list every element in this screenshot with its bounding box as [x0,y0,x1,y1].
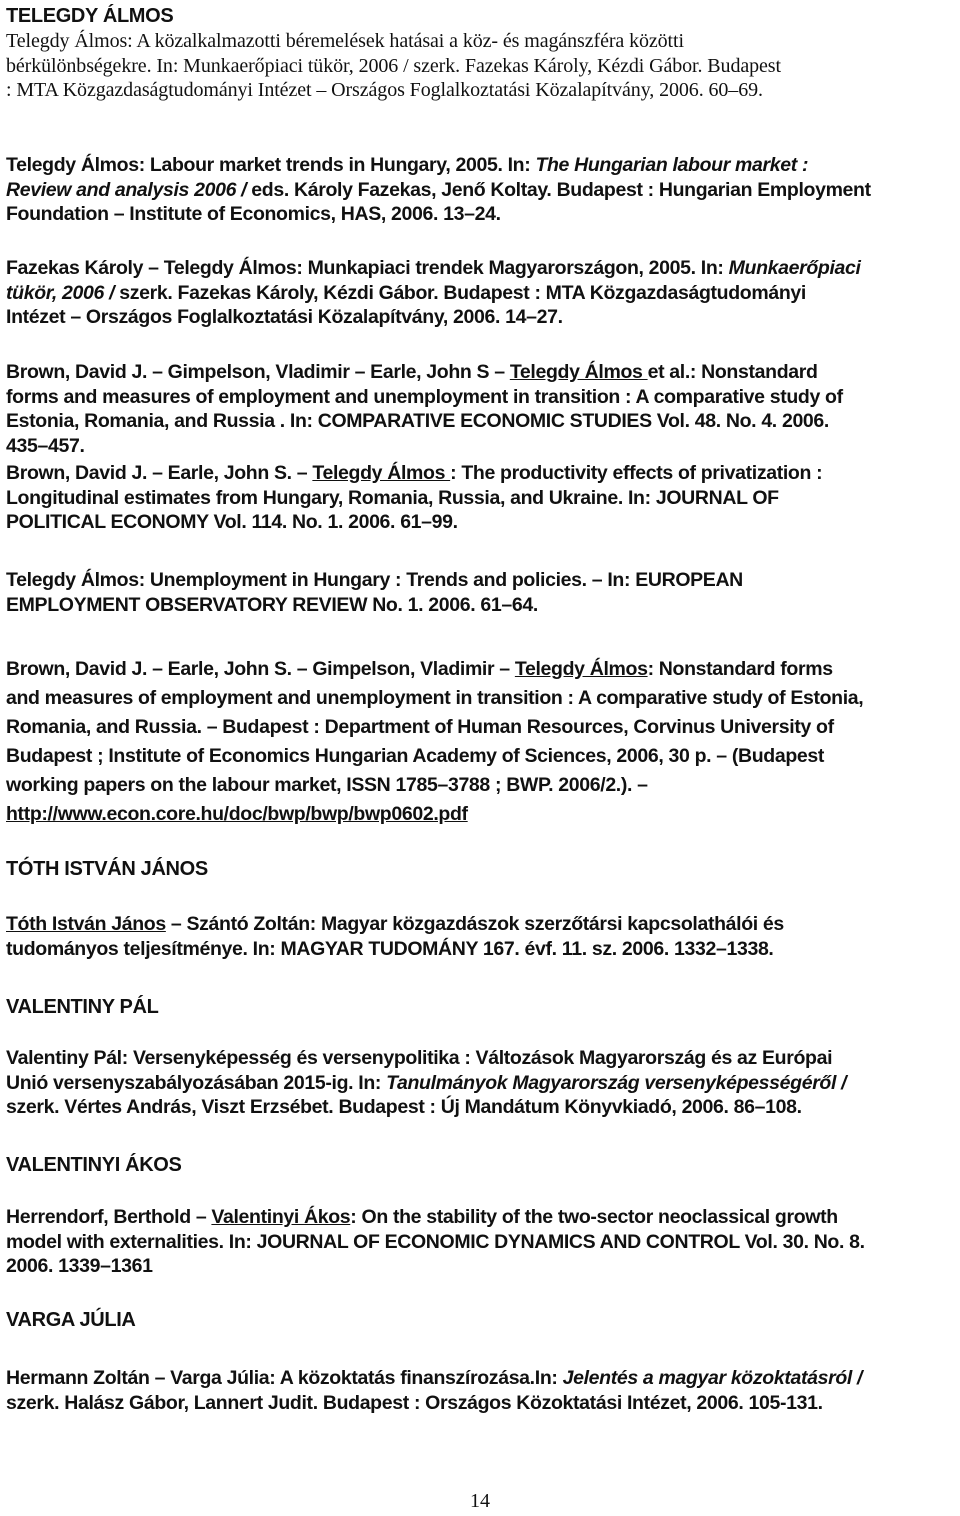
section-heading-telegdy: TELEGDY ÁLMOS [6,5,174,27]
entry-telegdy-4: Brown, David J. – Gimpelson, Vladimir – Earle, John S – Telegdy Álmos et al.: Nonstandard forms and measures of employment and unemployment in transition : A comparative study of Estonia, Romania, and Russia . In: COMPARATIVE ECONOMIC STUDIES Vol. 48. No. 4. 2006. 435–457. [6,361,843,457]
section-heading-toth: TÓTH ISTVÁN JÁNOS [6,858,208,880]
entry-telegdy-2: Telegdy Álmos: Labour market trends in Hungary, 2005. In: The Hungarian labour market : Review and analysis 2006 / eds. Károly Fazekas, Jenő Koltay. Budapest : Hungarian Employment Foundation – Institute of Economics, HAS, 2006. 13–24. [6,154,871,225]
entry-telegdy-6: Telegdy Álmos: Unemployment in Hungary : Trends and policies. – In: EUROPEAN EMPLOYMENT OBSERVATORY REVIEW No. 1. 2006. 61–64. [6,569,743,616]
section-heading-valentiny: VALENTINY PÁL [6,996,159,1018]
entry-toth-1: Tóth István János – Szántó Zoltán: Magyar közgazdászok szerzőtársi kapcsolathálói és tudományos teljesítménye. In: MAGYAR TUDOMÁNY 167. évf. 11. sz. 2006. 1332–1338. [6,913,784,960]
section-heading-valentinyi: VALENTINYI ÁKOS [6,1154,182,1176]
entry-telegdy-5: Brown, David J. – Earle, John S. – Telegdy Álmos : The productivity effects of privatization : Longitudinal estimates from Hungary, Romania, Russia, and Ukraine. In: JOURNAL OF POLITICAL ECONOMY Vol. 114. No. 1. 2006. 61–99. [6,462,823,533]
entry-valentinyi-1: Herrendorf, Berthold – Valentinyi Ákos: On the stability of the two-sector neoclassical growth model with externalities. In: JOURNAL OF ECONOMIC DYNAMICS AND CONTROL Vol. 30. No. 8. 2006. 1339–1361 [6,1206,865,1277]
entry-valentiny-1: Valentiny Pál: Versenyképesség és versenypolitika : Változások Magyarország és az Európai Unió versenyszabályozásában 2015-ig. In: Tanulmányok Magyarország versenyképességéről / szerk. Vértes András, Viszt Erzsébet. Budapest : Új Mandátum Könyvkiadó, 2006. 86–108. [6,1047,847,1118]
page-number: 14 [470,1490,490,1512]
entry-varga-1: Hermann Zoltán – Varga Júlia: A közoktatás finanszírozása.In: Jelentés a magyar közoktatásról / szerk. Halász Gábor, Lannert Judit. Budapest : Országos Közoktatási Intézet, 2006. 105-131. [6,1367,863,1414]
bwp0602-pdf-link[interactable]: http://www.econ.core.hu/doc/bwp/bwp/bwp0602.pdf [6,803,468,825]
entry-telegdy-7: Brown, David J. – Earle, John S. – Gimpelson, Vladimir – Telegdy Álmos: Nonstandard forms and measures of employment and unemployment in transition : A comparative study of Estonia, Romania, and Russia. – Budapest : Department of Human Resources, Corvinus University of Budapest ; Institute of Economics Hungarian Academy of Sciences, 2006, 30 p. – (Budapest working papers on the labour market, ISSN 1785–3788 ; BWP. 2006/2.). – http://www.econ.core.hu/doc/bwp/bwp/bwp0602.pdf [6,658,864,825]
entry-telegdy-3: Fazekas Károly – Telegdy Álmos: Munkapiaci trendek Magyarországon, 2005. In: Munkaerőpiaci tükör, 2006 / szerk. Fazekas Károly, Kézdi Gábor. Budapest : MTA Közgazdaságtudományi Intézet – Országos Foglalkoztatási Közalapítvány, 2006. 14–27. [6,257,861,328]
section-heading-varga: VARGA JÚLIA [6,1309,136,1331]
entry-telegdy-1: Telegdy Álmos: A közalkalmazotti béremelések hatásai a köz- és magánszféra közötti bérkülönbségekre. In: Munkaerőpiaci tükör, 2006 / szerk. Fazekas Károly, Kézdi Gábor. Budapest : MTA Közgazdaságtudományi Intézet – Országos Foglalkoztatási Közalapítvány, 2006. 60–69. [6,30,781,101]
